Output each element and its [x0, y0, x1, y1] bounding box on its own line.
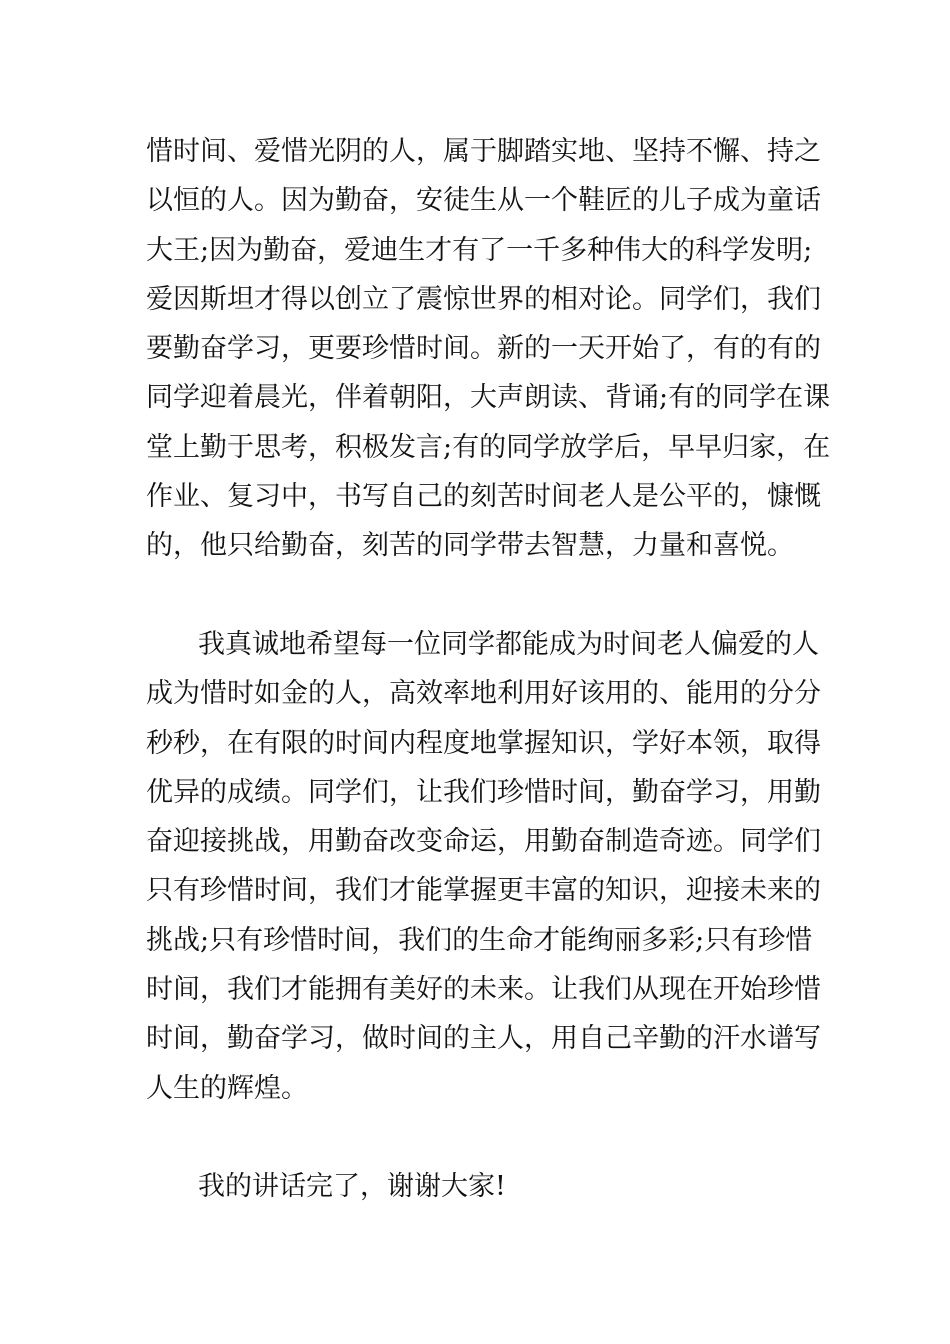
paragraph-line: 要勤奋学习，更要珍惜时间。新的一天开始了，有的有的 — [146, 333, 821, 365]
paragraph-line: 惜时间、爱惜光阴的人，属于脚踏实地、坚持不懈、持之 — [146, 136, 821, 167]
paragraph-line: 我的讲话完了，谢谢大家! — [198, 1171, 506, 1202]
paragraph-line: 成为惜时如金的人，高效率地利用好该用的、能用的分分 — [146, 678, 821, 710]
paragraph-line: 的，他只给勤奋，刻苦的同学带去智慧，力量和喜悦。 — [146, 530, 794, 562]
paragraph-line: 秒秒，在有限的时间内程度地掌握知识，学好本领，取得 — [146, 727, 821, 759]
paragraph-line: 以恒的人。因为勤奋，安徒生从一个鞋匠的儿子成为童话 — [146, 185, 821, 217]
paragraph-line: 时间，勤奋学习，做时间的主人，用自己辛勤的汗水谱写 — [146, 1023, 821, 1055]
paragraph-line: 优异的成绩。同学们，让我们珍惜时间，勤奋学习，用勤 — [146, 776, 821, 808]
paragraph-2 — [146, 620, 821, 1113]
paragraph-1 — [146, 127, 831, 571]
paragraph-line: 挑战;只有珍惜时间，我们的生命才能绚丽多彩;只有珍惜 — [146, 924, 813, 956]
paragraph-line: 时间，我们才能拥有美好的未来。让我们从现在开始珍惜 — [146, 974, 821, 1006]
paragraph-line: 堂上勤于思考，积极发言;有的同学放学后，早早归家，在 — [146, 431, 831, 463]
paragraph-line: 同学迎着晨光，伴着朝阳，大声朗读、背诵;有的同学在课 — [146, 382, 831, 414]
paragraph-line: 人生的辉煌。 — [146, 1072, 308, 1104]
paragraph-line: 只有珍惜时间，我们才能掌握更丰富的知识，迎接未来的 — [146, 875, 821, 907]
paragraph-line: 大王;因为勤奋，爱迪生才有了一千多种伟大的科学发明; — [146, 234, 813, 266]
paragraph-3 — [146, 1162, 816, 1211]
paragraph-line: 我真诚地希望每一位同学都能成为时间老人偏爱的人 — [198, 629, 819, 660]
paragraph-line: 奋迎接挑战，用勤奋改变命运，用勤奋制造奇迹。同学们 — [146, 826, 821, 858]
paragraph-line: 作业、复习中，书写自己的刻苦时间老人是公平的，慷慨 — [146, 481, 821, 513]
paragraph-line: 爱因斯坦才得以创立了震惊世界的相对论。同学们，我们 — [146, 283, 821, 315]
